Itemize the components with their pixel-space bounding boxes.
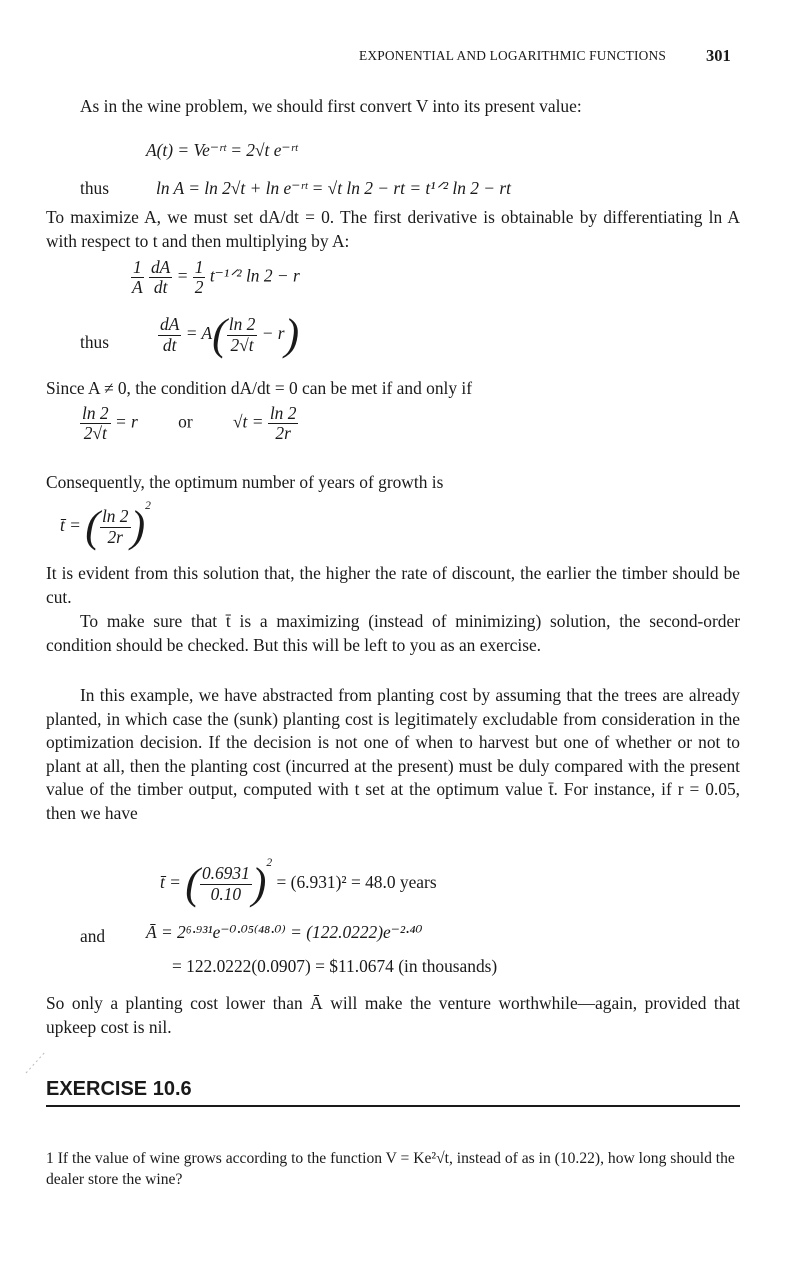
eq5-or: or xyxy=(178,411,193,432)
paragraph-make-sure: To make sure that t̄ is a maximizing (instead of minimizing) solution, the second-order condition should be checked. But this will be left to you as an exercise. xyxy=(46,611,740,655)
header-title: EXPONENTIAL AND LOGARITHMIC FUNCTIONS xyxy=(359,48,667,63)
eq6-num: ln 2 xyxy=(101,506,129,527)
eq4-in-den: 2√t xyxy=(230,334,254,355)
page-number: 301 xyxy=(706,46,731,65)
equation-numeric-t: t̄ = ( $\frac{0.6931}{0.10}$ )$^2$ = (6.931)² = 48.0 years xyxy=(160,857,437,908)
equation-thus-label: thus xyxy=(80,178,109,198)
equation-optimum-t: t̄ = ( $\frac{\ln 2}{2r}$ )$^2$ xyxy=(60,500,151,551)
eq5-b-num: ln 2 xyxy=(269,403,297,423)
eq5-b-den: 2r xyxy=(275,423,291,444)
equation-derivative-log: $\frac{1}{A}$ $\frac{dA}{dt}$ = $\frac{1}{2}$ t⁻¹ᐟ² ln 2 − r xyxy=(132,257,300,298)
equation-thus-label-2: thus xyxy=(80,332,109,352)
eq4-d-den: dt xyxy=(162,334,177,355)
eq5-a-den: 2√t xyxy=(83,423,107,444)
eq4-in-num: ln 2 xyxy=(228,314,256,335)
eq7-exp: 2 xyxy=(266,857,273,869)
stray-mark-decoration xyxy=(22,1045,50,1077)
exercise-question-1 xyxy=(46,1148,746,1190)
exercise-q1-number: 1 xyxy=(46,1150,54,1167)
equation-numeric-a: Ā = 2⁶·⁹³¹e⁻⁰·⁰⁵⁽⁴⁸·⁰⁾ = (122.0222)e⁻²·⁴⁰ xyxy=(146,922,423,942)
paragraph-example: In this example, we have abstracted from planting cost by assuming that the trees are already planted, in which case the (sunk) planting cost is legitimately excludable from consideration in the optimization decision. If the decision is not one of when to harvest but one of whether or not to plant at all, then the planting cost (incurred at the present) must be duly compared with the present value of the timber output, computed with t set at the optimum value t̄. For instance, if r = 0.05, then we have xyxy=(46,685,740,823)
eq3-rhs-rest: t⁻¹ᐟ² ln 2 − r xyxy=(209,265,300,286)
eq4-mid: = A xyxy=(185,323,213,343)
equation-present-value: A(t) = Ve⁻ʳᵗ = 2√t e⁻ʳᵗ xyxy=(146,140,298,160)
equation-log-a: ln A = ln 2√t + ln e⁻ʳᵗ = √t ln 2 − rt = t¹ᐟ² ln 2 − rt xyxy=(156,178,511,198)
eq6-exp: 2 xyxy=(145,500,151,512)
eq6-den: 2r xyxy=(107,526,123,547)
exercise-q1-text: If the value of wine grows according to the function V = Ke²√t, instead of as in (10.22), how long should the dealer store the wine? xyxy=(46,1150,735,1188)
eq7-lhs: t̄ = xyxy=(160,872,181,892)
eq3-lhs-den: A xyxy=(132,277,143,298)
eq7-den: 0.10 xyxy=(210,883,242,904)
eq3-rhs-num: 1 xyxy=(194,257,204,277)
paragraph-evident: It is evident from this solution that, the higher the rate of discount, the earlier the timber should be cut. xyxy=(46,563,740,607)
paragraph-consequently: Consequently, the optimum number of years of growth is xyxy=(46,472,444,492)
eq3-d-den: dt xyxy=(153,277,168,298)
eq7-rhs: = (6.931)² = 48.0 years xyxy=(276,872,437,892)
eq5-a-num: ln 2 xyxy=(82,403,109,423)
paragraph-since: Since A ≠ 0, the condition dA/dt = 0 can be met if and only if xyxy=(46,378,473,398)
equation-numeric-result: = 122.0222(0.0907) = $11.0674 (in thousands) xyxy=(172,956,498,976)
eq5-a-rhs: = r xyxy=(114,411,138,432)
exercise-divider xyxy=(46,1105,740,1107)
eq3-rhs-den: 2 xyxy=(194,277,204,298)
eq6-lhs: t̄ = xyxy=(60,515,81,535)
equation-condition xyxy=(80,404,298,443)
equation-and-label: and xyxy=(80,926,106,946)
eq3-lhs-num: 1 xyxy=(132,257,142,277)
equation-derivative: $\frac{dA}{dt}$ = A( $\frac{\ln 2}{2√t}$ − r) xyxy=(160,310,300,359)
paragraph-only: So only a planting cost lower than Ā will make the venture worthwhile—again, provided that upkeep cost is nil. xyxy=(46,993,740,1037)
eq7-num: 0.6931 xyxy=(201,863,250,884)
exercise-heading: EXERCISE 10.6 xyxy=(46,1078,192,1100)
intro-line: As in the wine problem, we should first convert V into its present value: xyxy=(80,96,582,116)
eq5-b-lhs: √t = xyxy=(233,411,264,432)
running-header xyxy=(359,48,666,64)
eq4-tail: − r xyxy=(261,323,285,343)
eq4-d-num: dA xyxy=(160,314,180,335)
eq3-d-num: dA xyxy=(150,257,171,277)
paragraph-maximize: To maximize A, we must set dA/dt = 0. The first derivative is obtainable by differentiating ln A with respect to t and then multiplying by A: xyxy=(46,207,740,251)
